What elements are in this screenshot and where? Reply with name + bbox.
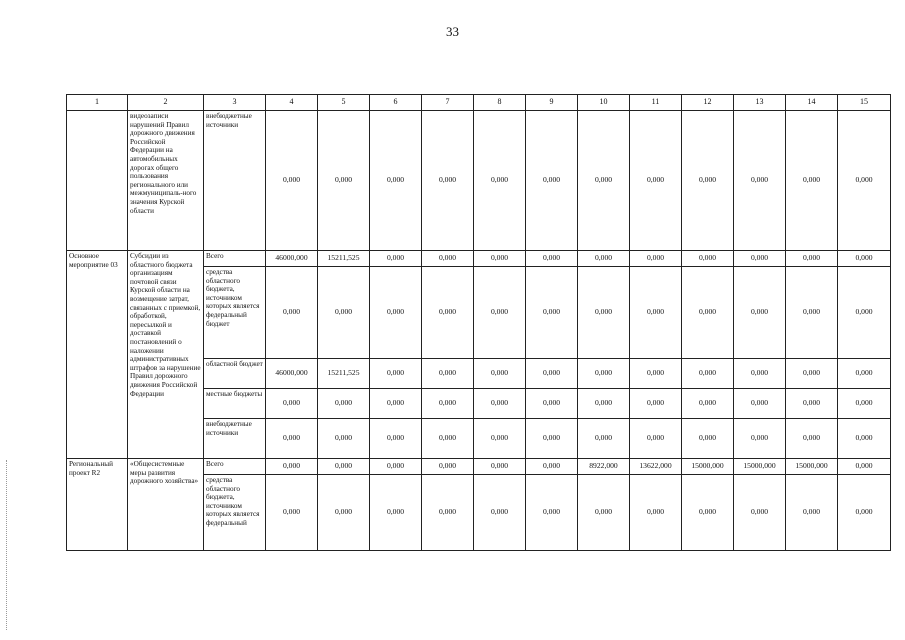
amount-cell: 0,000 bbox=[422, 389, 474, 419]
amount-cell: 0,000 bbox=[578, 419, 630, 459]
funding-table bbox=[66, 94, 891, 551]
table-header-row bbox=[67, 95, 891, 111]
amount-cell: 0,000 bbox=[578, 475, 630, 551]
amount-cell: 0,000 bbox=[734, 419, 786, 459]
amount-cell: 0,000 bbox=[838, 389, 891, 419]
funding-source-cell: областной бюджет bbox=[204, 359, 266, 389]
column-header: 6 bbox=[370, 95, 422, 111]
amount-cell: 0,000 bbox=[786, 475, 838, 551]
amount-cell: 0,000 bbox=[474, 419, 526, 459]
amount-cell: 0,000 bbox=[734, 475, 786, 551]
amount-cell: 15000,000 bbox=[786, 459, 838, 475]
amount-cell: 0,000 bbox=[630, 419, 682, 459]
amount-cell: 13622,000 bbox=[630, 459, 682, 475]
amount-cell: 0,000 bbox=[786, 111, 838, 251]
amount-cell: 46000,000 bbox=[266, 251, 318, 267]
amount-cell: 0,000 bbox=[526, 267, 578, 359]
amount-cell: 0,000 bbox=[422, 459, 474, 475]
amount-cell: 0,000 bbox=[682, 111, 734, 251]
amount-cell: 0,000 bbox=[526, 459, 578, 475]
amount-cell: 0,000 bbox=[786, 419, 838, 459]
funding-source-cell: средства областного бюджета, источником которых является федеральный бюджет bbox=[204, 267, 266, 359]
amount-cell: 0,000 bbox=[422, 359, 474, 389]
amount-cell: 0,000 bbox=[526, 111, 578, 251]
amount-cell: 0,000 bbox=[734, 111, 786, 251]
amount-cell: 0,000 bbox=[266, 111, 318, 251]
funding-source-cell: Всего bbox=[204, 251, 266, 267]
amount-cell: 0,000 bbox=[578, 359, 630, 389]
amount-cell: 15000,000 bbox=[734, 459, 786, 475]
amount-cell: 0,000 bbox=[266, 389, 318, 419]
amount-cell: 0,000 bbox=[578, 111, 630, 251]
amount-cell: 0,000 bbox=[370, 389, 422, 419]
amount-cell: 0,000 bbox=[422, 419, 474, 459]
amount-cell: 0,000 bbox=[370, 475, 422, 551]
amount-cell: 0,000 bbox=[838, 251, 891, 267]
amount-cell: 46000,000 bbox=[266, 359, 318, 389]
column-header: 7 bbox=[422, 95, 474, 111]
amount-cell: 0,000 bbox=[682, 389, 734, 419]
table-row bbox=[67, 251, 891, 267]
amount-cell: 0,000 bbox=[734, 389, 786, 419]
amount-cell: 0,000 bbox=[422, 111, 474, 251]
amount-cell: 0,000 bbox=[474, 359, 526, 389]
amount-cell: 0,000 bbox=[318, 475, 370, 551]
amount-cell: 0,000 bbox=[526, 419, 578, 459]
funding-source-cell: внебюджетные источники bbox=[204, 419, 266, 459]
activity-cell bbox=[67, 111, 128, 251]
amount-cell: 8922,000 bbox=[578, 459, 630, 475]
funding-table-container bbox=[66, 94, 872, 551]
funding-source-cell: внебюджетные источники bbox=[204, 111, 266, 251]
amount-cell: 0,000 bbox=[734, 251, 786, 267]
amount-cell: 0,000 bbox=[838, 419, 891, 459]
amount-cell: 0,000 bbox=[266, 267, 318, 359]
amount-cell: 0,000 bbox=[318, 111, 370, 251]
amount-cell: 0,000 bbox=[422, 267, 474, 359]
amount-cell: 0,000 bbox=[526, 359, 578, 389]
amount-cell: 0,000 bbox=[318, 267, 370, 359]
column-header: 8 bbox=[474, 95, 526, 111]
amount-cell: 0,000 bbox=[630, 475, 682, 551]
activity-cell: Региональный проект R2 bbox=[67, 459, 128, 551]
column-header: 12 bbox=[682, 95, 734, 111]
amount-cell: 0,000 bbox=[266, 459, 318, 475]
amount-cell: 15211,525 bbox=[318, 251, 370, 267]
amount-cell: 0,000 bbox=[526, 251, 578, 267]
amount-cell: 0,000 bbox=[370, 267, 422, 359]
amount-cell: 0,000 bbox=[474, 251, 526, 267]
scan-margin-marks bbox=[6, 460, 13, 630]
amount-cell: 0,000 bbox=[370, 459, 422, 475]
amount-cell: 0,000 bbox=[526, 389, 578, 419]
amount-cell: 0,000 bbox=[474, 475, 526, 551]
amount-cell: 0,000 bbox=[838, 459, 891, 475]
amount-cell: 0,000 bbox=[422, 251, 474, 267]
amount-cell: 0,000 bbox=[682, 251, 734, 267]
amount-cell: 0,000 bbox=[630, 389, 682, 419]
funding-source-cell: Всего bbox=[204, 459, 266, 475]
amount-cell: 0,000 bbox=[838, 111, 891, 251]
column-header: 2 bbox=[128, 95, 204, 111]
amount-cell: 15000,000 bbox=[682, 459, 734, 475]
amount-cell: 0,000 bbox=[266, 475, 318, 551]
amount-cell: 0,000 bbox=[682, 359, 734, 389]
column-header: 14 bbox=[786, 95, 838, 111]
table-row bbox=[67, 111, 891, 251]
column-header: 3 bbox=[204, 95, 266, 111]
column-header: 9 bbox=[526, 95, 578, 111]
amount-cell: 0,000 bbox=[370, 359, 422, 389]
column-header: 11 bbox=[630, 95, 682, 111]
amount-cell: 0,000 bbox=[682, 475, 734, 551]
page-number: 33 bbox=[446, 24, 459, 39]
amount-cell: 0,000 bbox=[630, 111, 682, 251]
amount-cell: 0,000 bbox=[474, 389, 526, 419]
column-header: 5 bbox=[318, 95, 370, 111]
amount-cell: 0,000 bbox=[786, 389, 838, 419]
amount-cell: 0,000 bbox=[422, 475, 474, 551]
amount-cell: 0,000 bbox=[734, 359, 786, 389]
amount-cell: 0,000 bbox=[370, 251, 422, 267]
amount-cell: 0,000 bbox=[734, 267, 786, 359]
amount-cell: 0,000 bbox=[370, 111, 422, 251]
amount-cell: 0,000 bbox=[682, 419, 734, 459]
amount-cell: 0,000 bbox=[474, 267, 526, 359]
column-header: 13 bbox=[734, 95, 786, 111]
funding-source-cell: средства областного бюджета, источником которых является федеральный bbox=[204, 475, 266, 551]
amount-cell: 0,000 bbox=[630, 251, 682, 267]
amount-cell: 15211,525 bbox=[318, 359, 370, 389]
amount-cell: 0,000 bbox=[578, 251, 630, 267]
description-cell: Субсидии из областного бюджета организациям почтовой связи Курской области на возмещение затрат, связанных с приемкой, обработкой, пересылкой и доставкой постановлений о наложении административных штрафов за нарушение Правил дорожного движения Российской Федерации bbox=[128, 251, 204, 459]
description-cell: видеозаписи нарушений Правил дорожного движения Российской Федерации на автомобильных дорогах общего пользования регионального или межмуниципаль-ного значения Курской области bbox=[128, 111, 204, 251]
amount-cell: 0,000 bbox=[318, 389, 370, 419]
amount-cell: 0,000 bbox=[838, 475, 891, 551]
amount-cell: 0,000 bbox=[474, 459, 526, 475]
amount-cell: 0,000 bbox=[682, 267, 734, 359]
amount-cell: 0,000 bbox=[318, 419, 370, 459]
amount-cell: 0,000 bbox=[786, 251, 838, 267]
column-header: 10 bbox=[578, 95, 630, 111]
amount-cell: 0,000 bbox=[838, 267, 891, 359]
column-header: 4 bbox=[266, 95, 318, 111]
amount-cell: 0,000 bbox=[370, 419, 422, 459]
table-row bbox=[67, 459, 891, 475]
column-header: 1 bbox=[67, 95, 128, 111]
column-header: 15 bbox=[838, 95, 891, 111]
amount-cell: 0,000 bbox=[786, 267, 838, 359]
amount-cell: 0,000 bbox=[266, 419, 318, 459]
amount-cell: 0,000 bbox=[578, 267, 630, 359]
amount-cell: 0,000 bbox=[630, 267, 682, 359]
funding-source-cell: местные бюджеты bbox=[204, 389, 266, 419]
activity-cell: Основное мероприятие 03 bbox=[67, 251, 128, 459]
amount-cell: 0,000 bbox=[318, 459, 370, 475]
amount-cell: 0,000 bbox=[838, 359, 891, 389]
amount-cell: 0,000 bbox=[474, 111, 526, 251]
amount-cell: 0,000 bbox=[630, 359, 682, 389]
amount-cell: 0,000 bbox=[578, 389, 630, 419]
amount-cell: 0,000 bbox=[786, 359, 838, 389]
amount-cell: 0,000 bbox=[526, 475, 578, 551]
description-cell: «Общесистемные меры развития дорожного хозяйства» bbox=[128, 459, 204, 551]
